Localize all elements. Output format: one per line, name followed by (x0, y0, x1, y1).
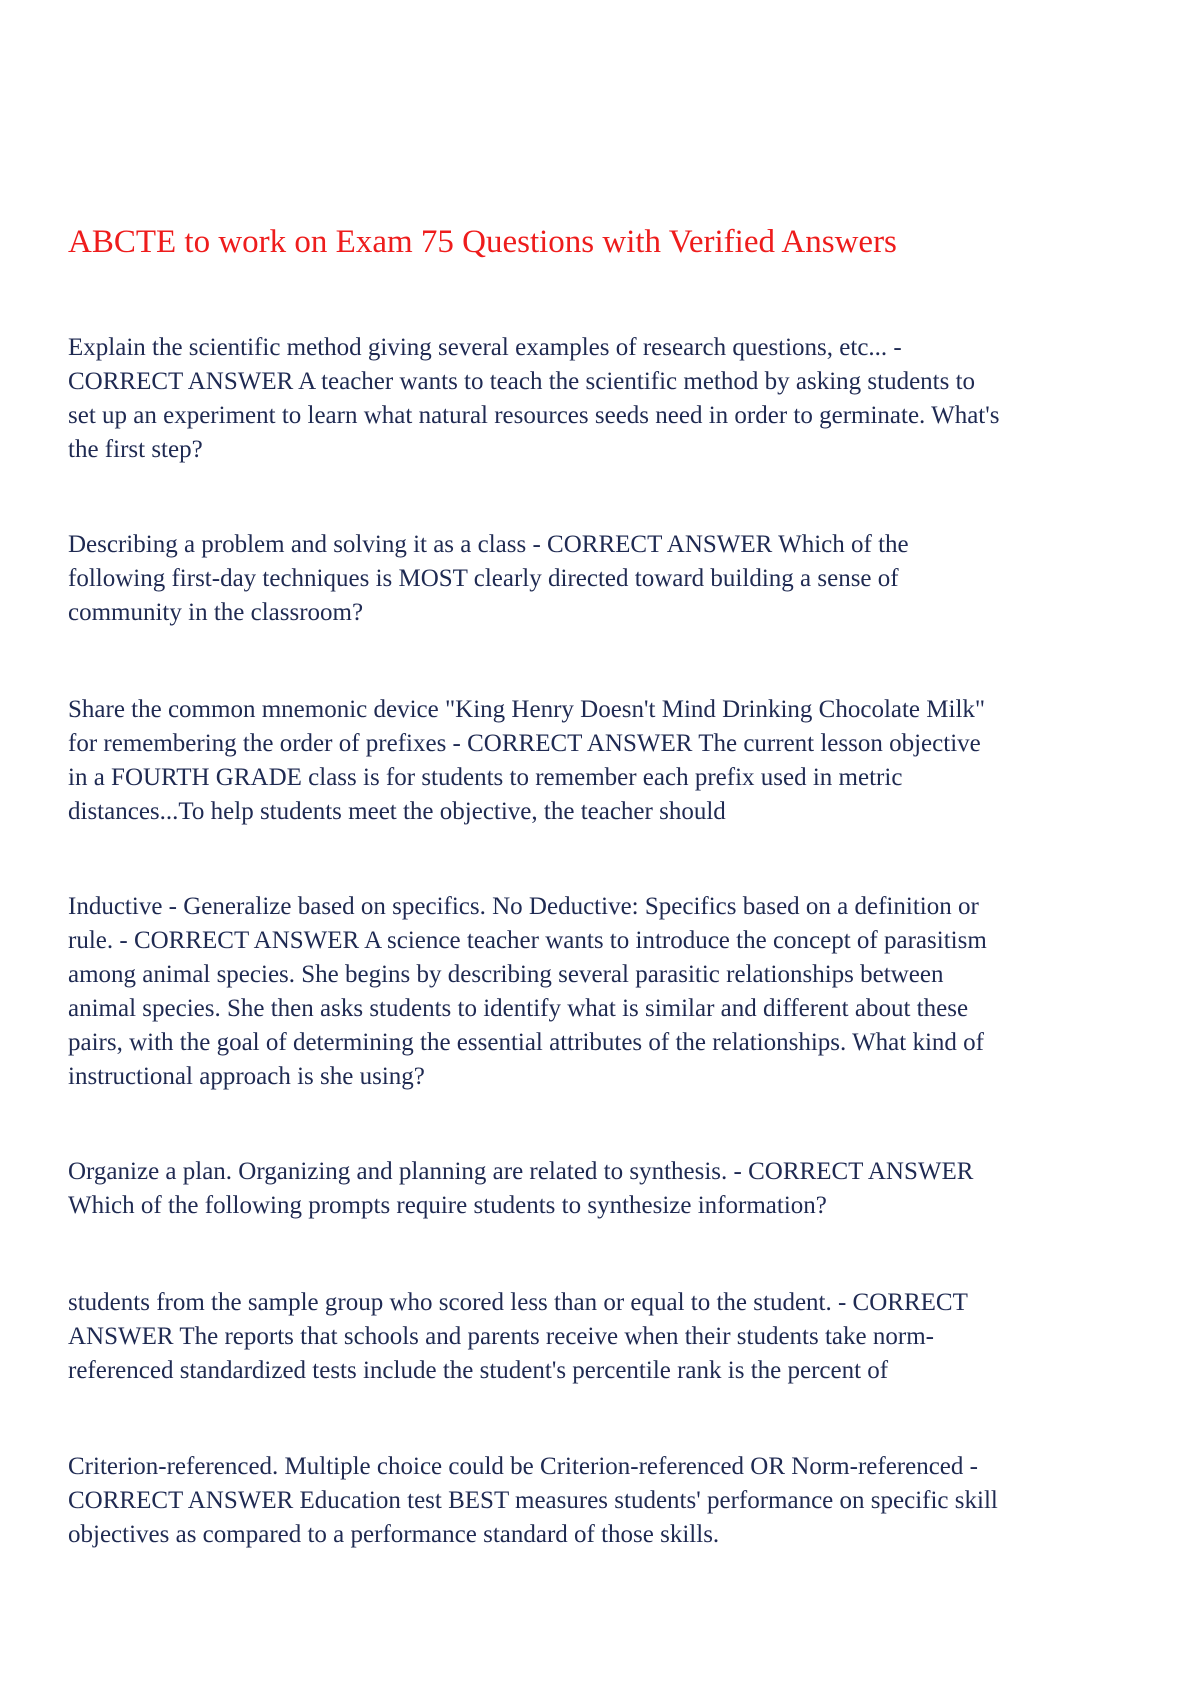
qa-line: among animal species. She begins by describing several parasitic relationships between (68, 961, 944, 988)
qa-line: Share the common mnemonic device "King Henry Doesn't Mind Drinking Chocolate Milk" (68, 696, 986, 723)
qa-line: Organize a plan. Organizing and planning are related to synthesis. - CORRECT ANSWER (68, 1158, 974, 1185)
qa-block (68, 890, 1128, 1094)
document-title: ABCTE to work on Exam 75 Questions with Verified Answers (68, 224, 897, 260)
qa-line: for remembering the order of prefixes - CORRECT ANSWER The current lesson objective (68, 730, 981, 757)
qa-line: objectives as compared to a performance standard of those skills. (68, 1521, 720, 1548)
qa-line: rule. - CORRECT ANSWER A science teacher wants to introduce the concept of parasitism (68, 927, 987, 954)
qa-line: instructional approach is she using? (68, 1063, 425, 1090)
qa-line: the first step? (68, 436, 203, 463)
qa-block (68, 331, 1128, 467)
qa-line: set up an experiment to learn what natural resources seeds need in order to germinate. What's (68, 402, 1000, 429)
qa-line: community in the classroom? (68, 599, 364, 626)
qa-block (68, 1450, 1128, 1552)
qa-block (68, 1155, 1128, 1223)
qa-line: ANSWER The reports that schools and parents receive when their students take norm- (68, 1323, 934, 1350)
qa-block (68, 1286, 1128, 1388)
qa-line: following first-day techniques is MOST clearly directed toward building a sense of (68, 565, 899, 592)
qa-line: CORRECT ANSWER Education test BEST measures students' performance on specific skill (68, 1487, 998, 1514)
qa-line: CORRECT ANSWER A teacher wants to teach the scientific method by asking students to (68, 368, 976, 395)
qa-block (68, 528, 1128, 630)
qa-line: referenced standardized tests include the student's percentile rank is the percent of (68, 1357, 889, 1384)
qa-line: Describing a problem and solving it as a class - CORRECT ANSWER Which of the (68, 531, 909, 558)
qa-line: pairs, with the goal of determining the essential attributes of the relationships. What kind of (68, 1029, 984, 1056)
qa-line: Which of the following prompts require students to synthesize information? (68, 1192, 827, 1219)
qa-block (68, 693, 1128, 829)
qa-line: in a FOURTH GRADE class is for students to remember each prefix used in metric (68, 764, 903, 791)
qa-line: Criterion-referenced. Multiple choice could be Criterion-referenced OR Norm-referenced - (68, 1453, 978, 1480)
qa-line: students from the sample group who scored less than or equal to the student. - CORRECT (68, 1289, 968, 1316)
qa-line: distances...To help students meet the objective, the teacher should (68, 798, 726, 825)
qa-line: Explain the scientific method giving several examples of research questions, etc... - (68, 334, 902, 361)
qa-line: Inductive - Generalize based on specifics. No Deductive: Specifics based on a definition or (68, 893, 979, 920)
qa-line: animal species. She then asks students to identify what is similar and different about these (68, 995, 969, 1022)
